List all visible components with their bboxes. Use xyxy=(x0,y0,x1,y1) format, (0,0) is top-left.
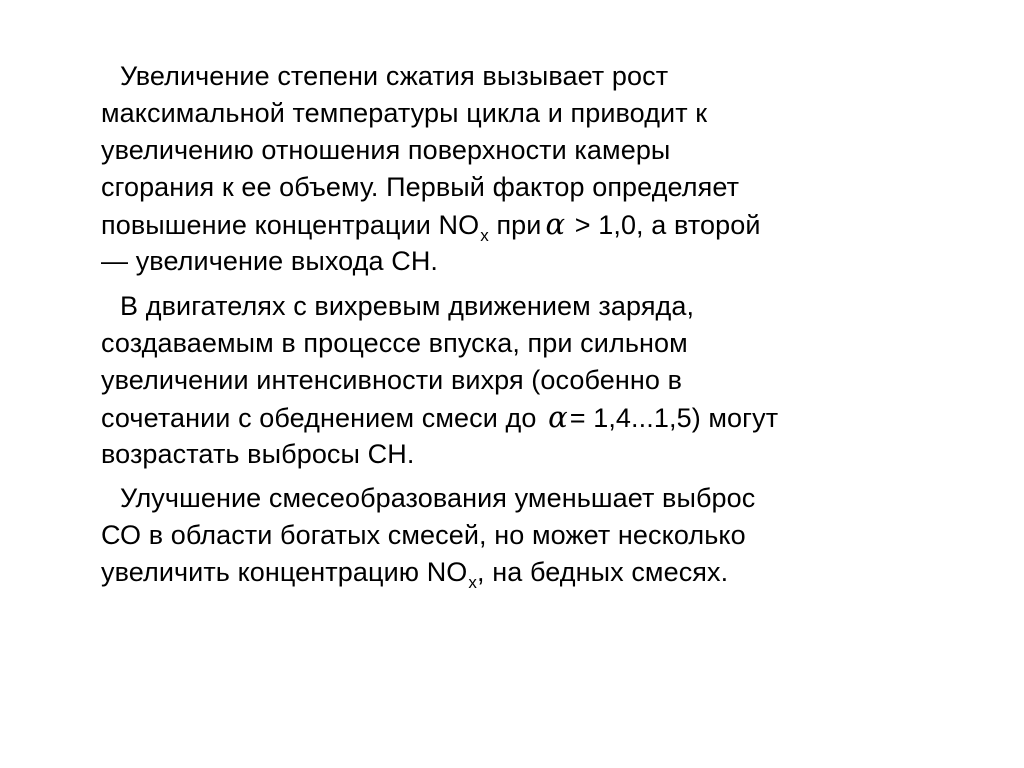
text-segment: > 1,0, а второй xyxy=(567,210,761,240)
text-segment: , на бедных смесях. xyxy=(477,557,729,587)
text-line: — увеличение выхода СН. xyxy=(101,246,439,276)
text-line: Улучшение смесеобразования уменьшает выброс xyxy=(120,483,756,513)
subscript-x: х xyxy=(480,226,489,245)
text-line-nox xyxy=(101,554,728,594)
text-line: В двигателях с вихревым движением заряда, xyxy=(120,291,695,321)
text-segment: = 1,4...1,5) могут xyxy=(569,403,779,433)
text-line: увеличении интенсивности вихря (особенно в xyxy=(101,365,683,395)
text-segment: при xyxy=(488,210,542,240)
text-line: СО в области богатых смесей, но может несколько xyxy=(101,520,746,550)
alpha-symbol: α xyxy=(548,400,568,434)
text-segment: сочетании с обеднением смеси до xyxy=(101,403,545,433)
text-line: максимальной температуры цикла и приводит к xyxy=(101,98,708,128)
text-segment: увеличить концентрацию NO xyxy=(101,557,468,587)
text-segment: повышение концентрации NO xyxy=(101,210,480,240)
text-line: Увеличение степени сжатия вызывает рост xyxy=(120,61,669,91)
text-line: увеличению отношения поверхности камеры xyxy=(101,135,671,165)
alpha-symbol: α xyxy=(545,207,566,241)
text-line: сгорания к ее объему. Первый фактор определяет xyxy=(101,172,740,202)
subscript-x: х xyxy=(468,573,478,592)
text-line: создаваемым в процессе впуска, при сильном xyxy=(101,328,688,358)
text-line: возрастать выбросы СН. xyxy=(101,439,415,469)
